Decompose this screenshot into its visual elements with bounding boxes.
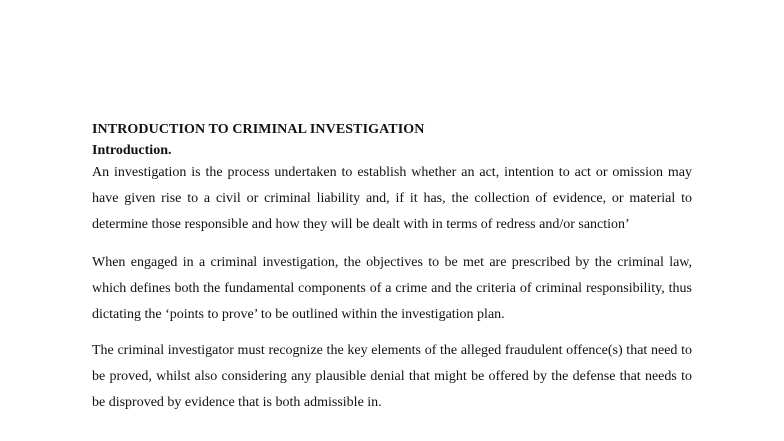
section-heading: Introduction. [92,143,172,158]
document-title: INTRODUCTION TO CRIMINAL INVESTIGATION [92,122,425,137]
paragraph-objectives: When engaged in a criminal investigation, the objectives to be met are prescribed by the criminal law, which defines both the fundamental components of a crime and the criteria of criminal responsibility, thus dictating the ‘points to prove’ to be outlined within the investigation plan. [92,255,692,322]
paragraph-key-elements: The criminal investigator must recognize the key elements of the alleged fraudulent offence(s) that need to be proved, whilst also considering any plausible denial that might be offered by the defense that needs to be disproved by evidence that is both admissible in. [92,343,692,410]
paragraph-definition: An investigation is the process undertaken to establish whether an act, intention to act or omission may have given rise to a civil or criminal liability and, if it has, the collection of evidence, or material to determine those responsible and how they will be dealt with in terms of redress and/or sanction’ [92,165,692,232]
document-page [92,120,692,416]
